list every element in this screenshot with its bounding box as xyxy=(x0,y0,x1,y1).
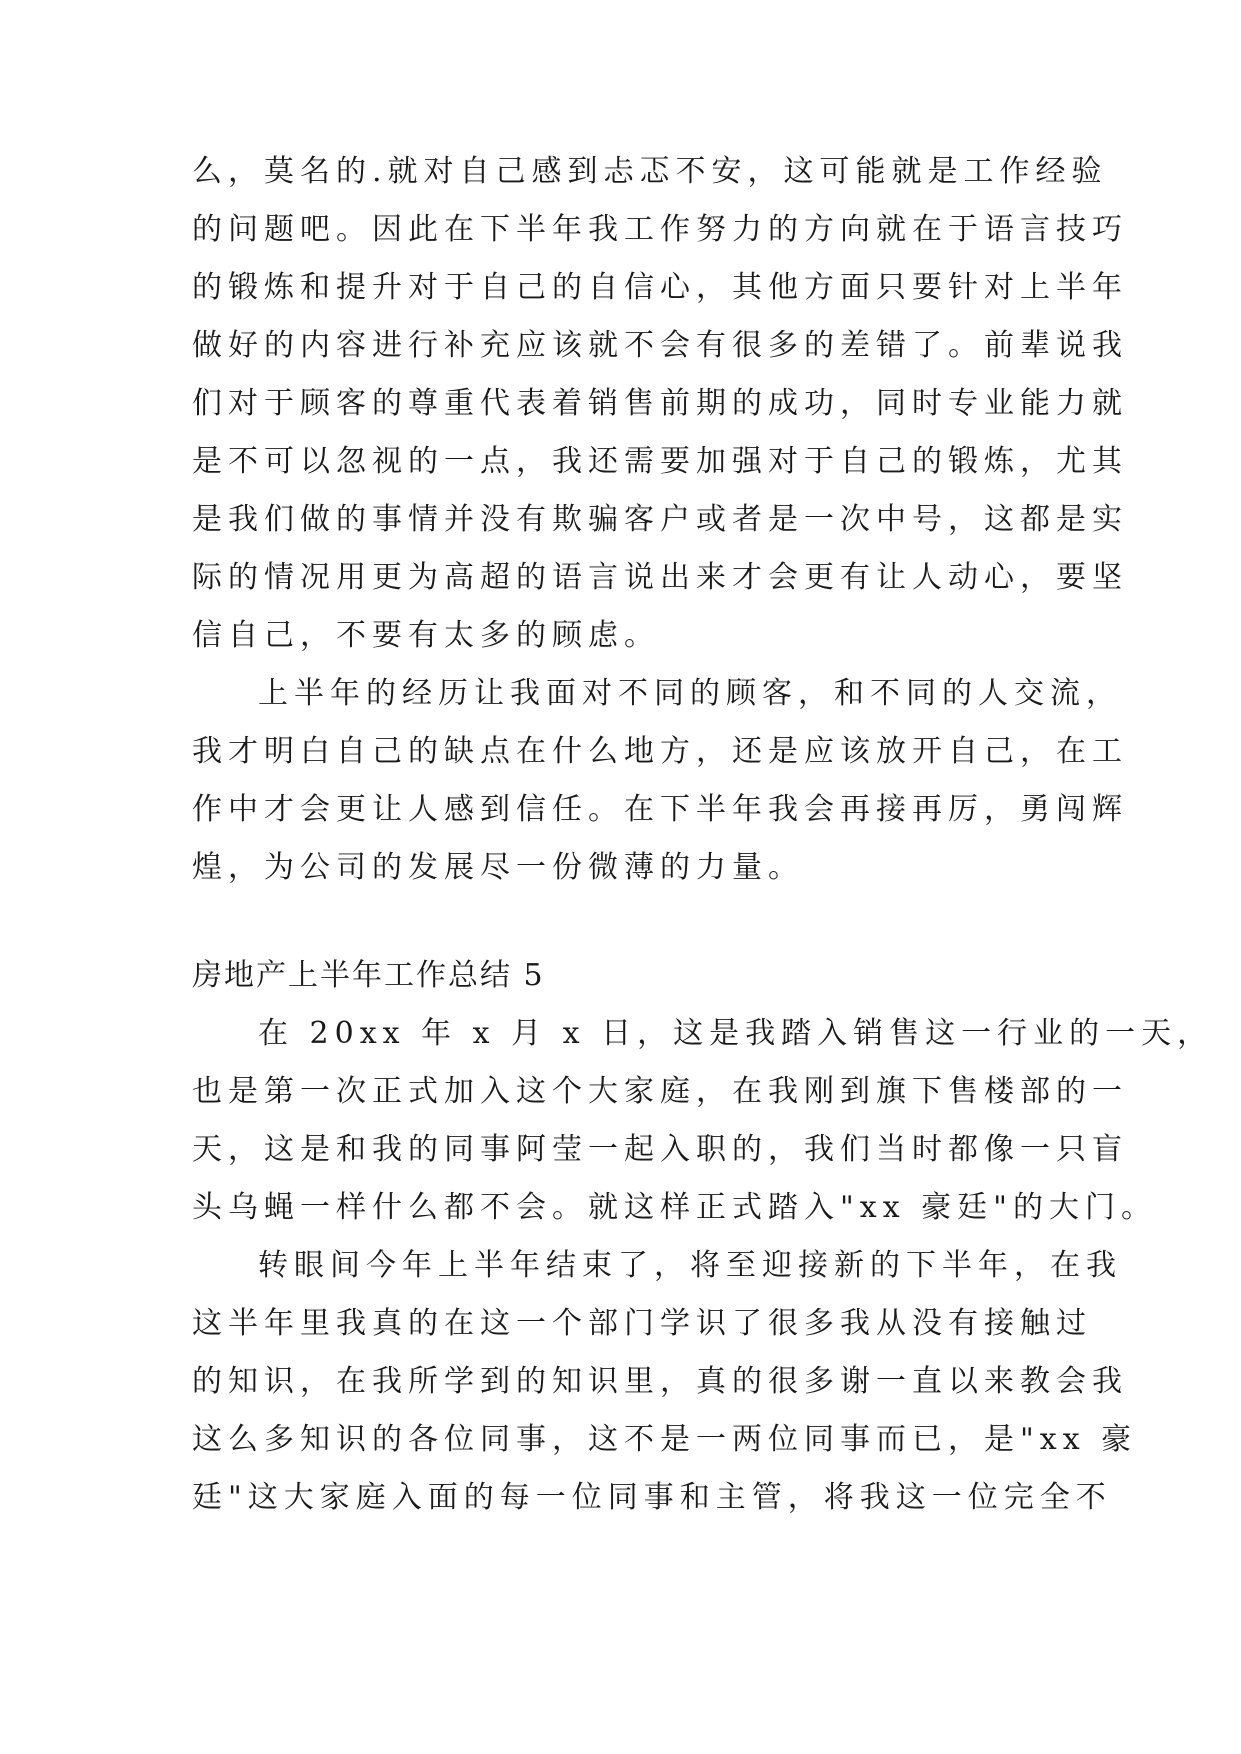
paragraph-line: 的知识，在我所学到的知识里，真的很多谢一直以来教会我 xyxy=(192,1364,1128,1399)
paragraph-line: 的锻炼和提升对于自己的自信心，其他方面只要针对上半年 xyxy=(192,270,1128,305)
paragraph-line: 这么多知识的各位同事，这不是一两位同事而已，是"xx 豪 xyxy=(192,1422,1138,1457)
paragraph-line: 这半年里我真的在这一个部门学识了很多我从没有接触过 xyxy=(192,1306,1092,1341)
paragraph-line: 是我们做的事情并没有欺骗客户或者是一次中号，这都是实 xyxy=(192,502,1128,537)
paragraph-line: 天，这是和我的同事阿莹一起入职的，我们当时都像一只盲 xyxy=(192,1132,1128,1167)
paragraph-line: 廷"这大家庭入面的每一位同事和主管，将我这一位完全不 xyxy=(192,1480,1112,1515)
paragraph-line: 转眼间今年上半年结束了，将至迎接新的下半年，在我 xyxy=(258,1248,1122,1283)
paragraph-line: 我才明白自己的缺点在什么地方，还是应该放开自己，在工 xyxy=(192,734,1128,769)
section-heading: 房地产上半年工作总结 5 xyxy=(192,958,545,993)
paragraph-line: 么，莫名的.就对自己感到忐忑不安，这可能就是工作经验 xyxy=(192,154,1108,189)
paragraph-line: 煌，为公司的发展尽一份微薄的力量。 xyxy=(192,850,804,885)
paragraph-line: 是不可以忽视的一点，我还需要加强对于自己的锻炼，尤其 xyxy=(192,444,1128,479)
paragraph-line: 作中才会更让人感到信任。在下半年我会再接再厉，勇闯辉 xyxy=(192,792,1128,827)
paragraph-line: 际的情况用更为高超的语言说出来才会更有让人动心，要坚 xyxy=(192,560,1128,595)
paragraph-line: 头乌蝇一样什么都不会。就这样正式踏入"xx 豪廷"的大门。 xyxy=(192,1190,1157,1225)
paragraph-line: 们对于顾客的尊重代表着销售前期的成功，同时专业能力就 xyxy=(192,386,1128,421)
paragraph-line: 做好的内容进行补充应该就不会有很多的差错了。前辈说我 xyxy=(192,328,1128,363)
paragraph-line: 在 20xx 年 x 月 x 日，这是我踏入销售这一行业的一天， xyxy=(258,1016,1214,1051)
paragraph-line: 上半年的经历让我面对不同的顾客，和不同的人交流， xyxy=(258,676,1122,711)
paragraph-line: 也是第一次正式加入这个大家庭，在我刚到旗下售楼部的一 xyxy=(192,1074,1128,1109)
paragraph-line: 的问题吧。因此在下半年我工作努力的方向就在于语言技巧 xyxy=(192,212,1128,247)
paragraph-line: 信自己，不要有太多的顾虑。 xyxy=(192,618,660,653)
